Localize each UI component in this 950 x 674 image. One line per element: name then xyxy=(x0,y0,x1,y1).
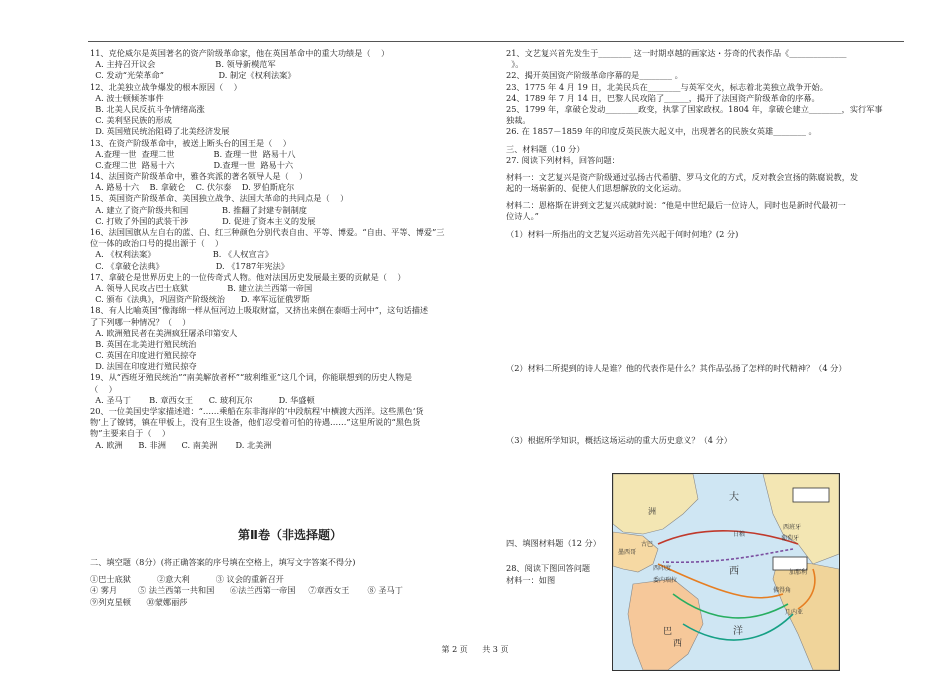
text-line: A. 波士顿倾茶事件 xyxy=(90,92,164,103)
text-line: A. 欧洲 B. 非洲 C. 南美洲 D. 北美洲 xyxy=(90,439,272,450)
svg-text:日粮: 日粮 xyxy=(733,531,746,538)
text-line: 位诗人。” xyxy=(506,211,539,222)
text-line: 22、揭开英国资产阶级革命序幕的是________ 。 xyxy=(506,70,683,81)
atlantic-map xyxy=(612,473,840,671)
header-rule xyxy=(88,41,904,42)
text-line: A.查理一世 查理二世 B. 查理一世 路易十八 xyxy=(90,148,296,159)
text-line: ④ 雾月 ⑤ 法兰西第一共和国 ⑥法兰西第一帝国 ⑦章西女王 ⑧ 圣马丁 xyxy=(90,585,403,596)
question-27-2: （2）材料二所提到的诗人是谁？他的代表作是什么？其作品弘扬了怎样的时代精神？（4 分） xyxy=(506,363,847,373)
svg-text:西印度: 西印度 xyxy=(653,565,672,572)
text-line: 23、1775 年 4 月 19 日，北美民兵在________与英军交火，标志着北美独立战争开始。 xyxy=(506,81,828,92)
question-27-3: （3）根据所学知识，概括这场运动的重大历史意义？（4 分） xyxy=(506,435,732,445)
page-footer xyxy=(0,644,950,655)
question-28: 28、阅读下图回答问题 xyxy=(506,563,591,573)
svg-text:墨西哥: 墨西哥 xyxy=(618,549,637,556)
svg-text:加那利: 加那利 xyxy=(789,569,808,576)
text-line: （1）材料一所指出的文艺复兴运动首先兴起于何时何地？(2 分) xyxy=(506,228,739,239)
text-line: A. 圣马丁 B. 章西女王 C. 玻利瓦尔 D. 华盛顿 xyxy=(90,394,315,405)
right-column-questions xyxy=(506,48,906,240)
text-line: A. 路易十六 B. 拿破仑 C. 伏尔泰 D. 罗伯斯庇尔 xyxy=(90,182,295,193)
text-line: C.查理二世 路易十六 D.查理一世 路易十六 xyxy=(90,159,294,170)
text-line: （ ） xyxy=(90,383,117,394)
text-line: B. 英国在北美进行殖民统治 xyxy=(90,338,197,349)
svg-text:古巴: 古巴 xyxy=(641,541,654,548)
text-line: 27. 阅读下列材料，回答问题： xyxy=(506,154,620,165)
text-line: 物’上了镣铐，镇在甲板上，没有卫生设备，他们忍受着可怕的待遇……”这里所说的“黑色货 xyxy=(90,417,421,428)
svg-text:葡萄牙: 葡萄牙 xyxy=(781,535,800,542)
text-line: 位一体的政治口号的提出源于（ ） xyxy=(90,238,224,249)
svg-text:佛得角: 佛得角 xyxy=(773,587,792,594)
text-line: C. 发动“光荣革命” D. 制定《权利法案》 xyxy=(90,70,296,81)
text-line: 17、拿破仑是世界历史上的一位传奇式人物。他对法国历史发展最主要的贡献是（ ） xyxy=(90,271,406,282)
text-line: 19、从“西班牙殖民统治”“南美解放者杯”“玻利维亚”这几个词，你能联想到的历史人物是 xyxy=(90,372,413,383)
text-line: 12、北美独立战争爆发的根本原因（ ） xyxy=(90,81,242,92)
text-line: 11、克伦威尔是英国著名的资产阶级革命家，他在英国革命中的重大功绩是（ ） xyxy=(90,48,390,58)
left-column-questions xyxy=(90,48,490,451)
text-line: 21、文艺复兴首先发生于________ 这一时期卓越的画家达・芬奇的代表作品《______________ xyxy=(506,48,847,58)
text-line: A. 主持召开议会 B. 领导新模范军 xyxy=(90,59,276,70)
text-line: 三、材料题（10 分） xyxy=(506,143,585,154)
svg-text:委内瑞拉: 委内瑞拉 xyxy=(653,577,678,584)
text-line: 16、法国国旗从左自右的蓝、白、红三种颜色分别代表自由、平等、博爱。“自由、平等、博爱”三 xyxy=(90,227,445,237)
text-line: 25、1799 年，拿破仑发动________政变，执掌了国家政权。1804 年，拿破仑建立________，实行军事 xyxy=(506,103,883,114)
text-line: 材料二：恩格斯在讲到文艺复兴成就时说：“他是中世纪最后一位诗人，同时也是新时代最初一 xyxy=(506,200,846,211)
text-line: 18、有人比喻英国“像海绵一样从恒河边上吸取财富，又挤出来倒在泰晤士河中”，这句话描述 xyxy=(90,305,429,316)
text-line: ⑨列克星顿 ⑩蒙娜丽莎 xyxy=(90,596,188,607)
page-number: 第 2 页 xyxy=(441,645,468,654)
text-line: ①巴士底狱 ②意大利 ③ 议会的重新召开 xyxy=(90,574,284,585)
text-line: 24、1789 年 7 月 14 日，巴黎人民攻陷了______，揭开了法国资产阶级革命的序幕。 xyxy=(506,92,820,103)
text-line: 二、填空题（8分）(将正确答案的序号填在空格上，填写文字答案不得分) xyxy=(90,557,356,567)
section-title: 第Ⅱ卷（非选择题） xyxy=(238,528,342,542)
text-line: C. 英国在印度进行殖民掠夺 xyxy=(90,350,197,361)
text-line: C. 颁布《法典》，巩固资产阶级统治 D. 率军远征俄罗斯 xyxy=(90,294,310,305)
text-line: 材料一：文艺复兴是资产阶级通过弘扬古代希腊、罗马文化的方式，反对教会宣扬的陈腐说教，发 xyxy=(506,171,859,182)
text-line: C. 打败了外国的武装干涉 D. 促进了资本主义的发展 xyxy=(90,215,316,226)
text-line: 了下列哪一种情况？（ ） xyxy=(90,316,191,327)
text-line: D. 英国殖民统治阻碍了北美经济发展 xyxy=(90,126,230,137)
text-line: C. 美利坚民族的形成 xyxy=(90,115,172,126)
text-line: 13、在资产阶级革命中，被送上断头台的国王是（ ） xyxy=(90,137,291,148)
fill-in-section xyxy=(90,557,490,608)
svg-text:西: 西 xyxy=(673,639,683,649)
question-28-material: 材料一：如图 xyxy=(506,575,556,585)
text-line: C. 《拿破仑法典》 D. 《1787年宪法》 xyxy=(90,260,289,271)
text-line: A. 建立了资产阶级共和国 B. 推翻了封建专制制度 xyxy=(90,204,307,215)
text-line: 独裁。 xyxy=(506,115,531,126)
text-line: 》。 xyxy=(506,59,524,70)
text-line: 15、英国资产阶级革命、美国独立战争、法国大革命的共同点是（ ） xyxy=(90,193,349,204)
svg-text:洋: 洋 xyxy=(733,626,743,637)
svg-text:几内亚: 几内亚 xyxy=(785,609,804,616)
text-line: 20、一位美国史学家描述道：“……乘船在东非海岸的‘中段航程’中横渡大西洋。这些黑色‘货 xyxy=(90,406,424,416)
section-four-title: 四、填图材料题（12 分） xyxy=(506,538,601,548)
text-line: 26. 在 1857－1859 年的印度反英民族大起义中，出现著名的民族女英雄________ 。 xyxy=(506,126,817,137)
svg-text:巴: 巴 xyxy=(663,627,673,637)
text-line: 物”主要来自于（ ） xyxy=(90,428,171,439)
text-line: A. 领导人民攻占巴士底狱 B. 建立法兰西第一帝国 xyxy=(90,282,313,293)
map-label: 大 xyxy=(729,492,739,503)
text-line: A. 欧洲殖民者在美洲疯狂屠杀印第安人 xyxy=(90,327,238,338)
text-line: D. 法国在印度进行殖民掠夺 xyxy=(90,361,197,372)
text-line: 14、法国资产阶级革命中，雅各宾派的著名领导人是（ ） xyxy=(90,171,308,182)
svg-text:洲: 洲 xyxy=(648,507,656,516)
text-line: A. 《权利法案》 B. 《人权宣言》 xyxy=(90,249,274,260)
svg-text:西: 西 xyxy=(729,566,739,577)
text-line: 起的一场崭新的、促使人们思想解放的文化运动。 xyxy=(506,183,687,194)
map-graphic xyxy=(613,474,839,670)
page-total: 共 3 页 xyxy=(482,645,509,654)
text-line: B. 北美人民反抗斗争情绪高涨 xyxy=(90,103,205,114)
svg-text:西班牙: 西班牙 xyxy=(783,524,802,531)
